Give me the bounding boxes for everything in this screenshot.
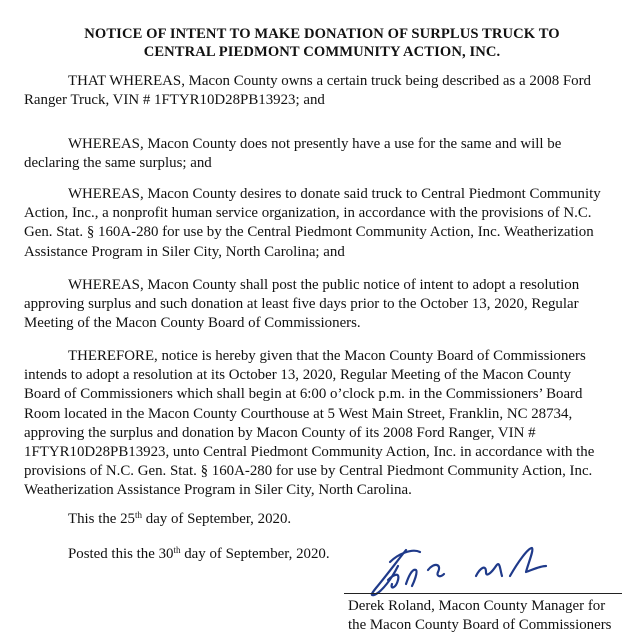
paragraph-line: Room located in the Macon County Courthouse at 5 West Main Street, Franklin, NC 28734, [24, 405, 573, 422]
title-line-1: NOTICE OF INTENT TO MAKE DONATION OF SURPLUS TRUCK TO [84, 26, 560, 42]
posted-prefix: Posted this the 30 [68, 546, 174, 562]
paragraph-line: approving the surplus and donation by Macon County of its 2008 Ford Ranger, VIN # [24, 424, 536, 441]
paragraph-line: Board of Commissioners which shall begin at 6:00 o’clock p.m. in the Commissioners’ Board [24, 386, 583, 403]
whereas-paragraph-ownership [24, 72, 624, 110]
signer-block [348, 597, 611, 635]
paragraph-line: WHEREAS, Macon County does not presently have a use for the same and will be [68, 136, 562, 152]
dated-ordinal: th [135, 510, 143, 520]
signature-line [344, 593, 622, 594]
therefore-paragraph [24, 347, 624, 501]
paragraph-line: Action, Inc., a nonprofit human service organization, in accordance with the provisions of N.C. [24, 205, 592, 222]
signer-name-title: Derek Roland, Macon County Manager for [348, 598, 606, 614]
paragraph-line: Assistance Program in Siler City, North Carolina; and [24, 243, 345, 260]
paragraph-line: 1FTYR10D28PB13923, unto Central Piedmont Community Action, Inc. in accordance with the [24, 444, 595, 461]
posted-ordinal: th [173, 545, 181, 555]
paragraph-line: Meeting of the Macon County Board of Commissioners. [24, 315, 361, 332]
title-line-2: CENTRAL PIEDMONT COMMUNITY ACTION, INC. [143, 44, 501, 60]
handwritten-signature [368, 540, 568, 600]
paragraph-line: THEREFORE, notice is hereby given that the Macon County Board of Commissioners [68, 348, 586, 364]
paragraph-line: Ranger Truck, VIN # 1FTYR10D28PB13923; and [24, 92, 325, 109]
paragraph-line: WHEREAS, Macon County shall post the public notice of intent to adopt a resolution [68, 277, 580, 293]
paragraph-line: declaring the same surplus; and [24, 155, 212, 172]
paragraph-line: Weatherization Assistance Program in Siler City, North Carolina. [24, 482, 412, 499]
paragraph-line: Gen. Stat. § 160A-280 for use by the Central Piedmont Community Action, Inc. Weatherization [24, 224, 594, 241]
whereas-paragraph-public-notice [24, 276, 624, 334]
dated-line [24, 510, 624, 529]
whereas-paragraph-surplus [24, 135, 624, 173]
paragraph-line: provisions of N.C. Gen. Stat. § 160A-280 for use by Central Piedmont Community Action, Inc. [24, 463, 593, 480]
paragraph-line: WHEREAS, Macon County desires to donate said truck to Central Piedmont Community [68, 186, 601, 202]
paragraph-line: intends to adopt a resolution at its October 13, 2020, Regular Meeting of the Macon County [24, 367, 572, 384]
paragraph-line: THAT WHEREAS, Macon County owns a certain truck being described as a 2008 Ford [68, 73, 592, 89]
dated-prefix: This the 25 [68, 511, 136, 527]
posted-suffix: day of September, 2020. [180, 546, 330, 562]
dated-suffix: day of September, 2020. [142, 511, 292, 527]
whereas-paragraph-donation [24, 185, 624, 262]
signer-organization: the Macon County Board of Commissioners [348, 617, 612, 634]
notice-title [0, 25, 644, 61]
paragraph-line: approving surplus and such donation at least five days prior to the October 13, 2020, Regular [24, 296, 579, 313]
